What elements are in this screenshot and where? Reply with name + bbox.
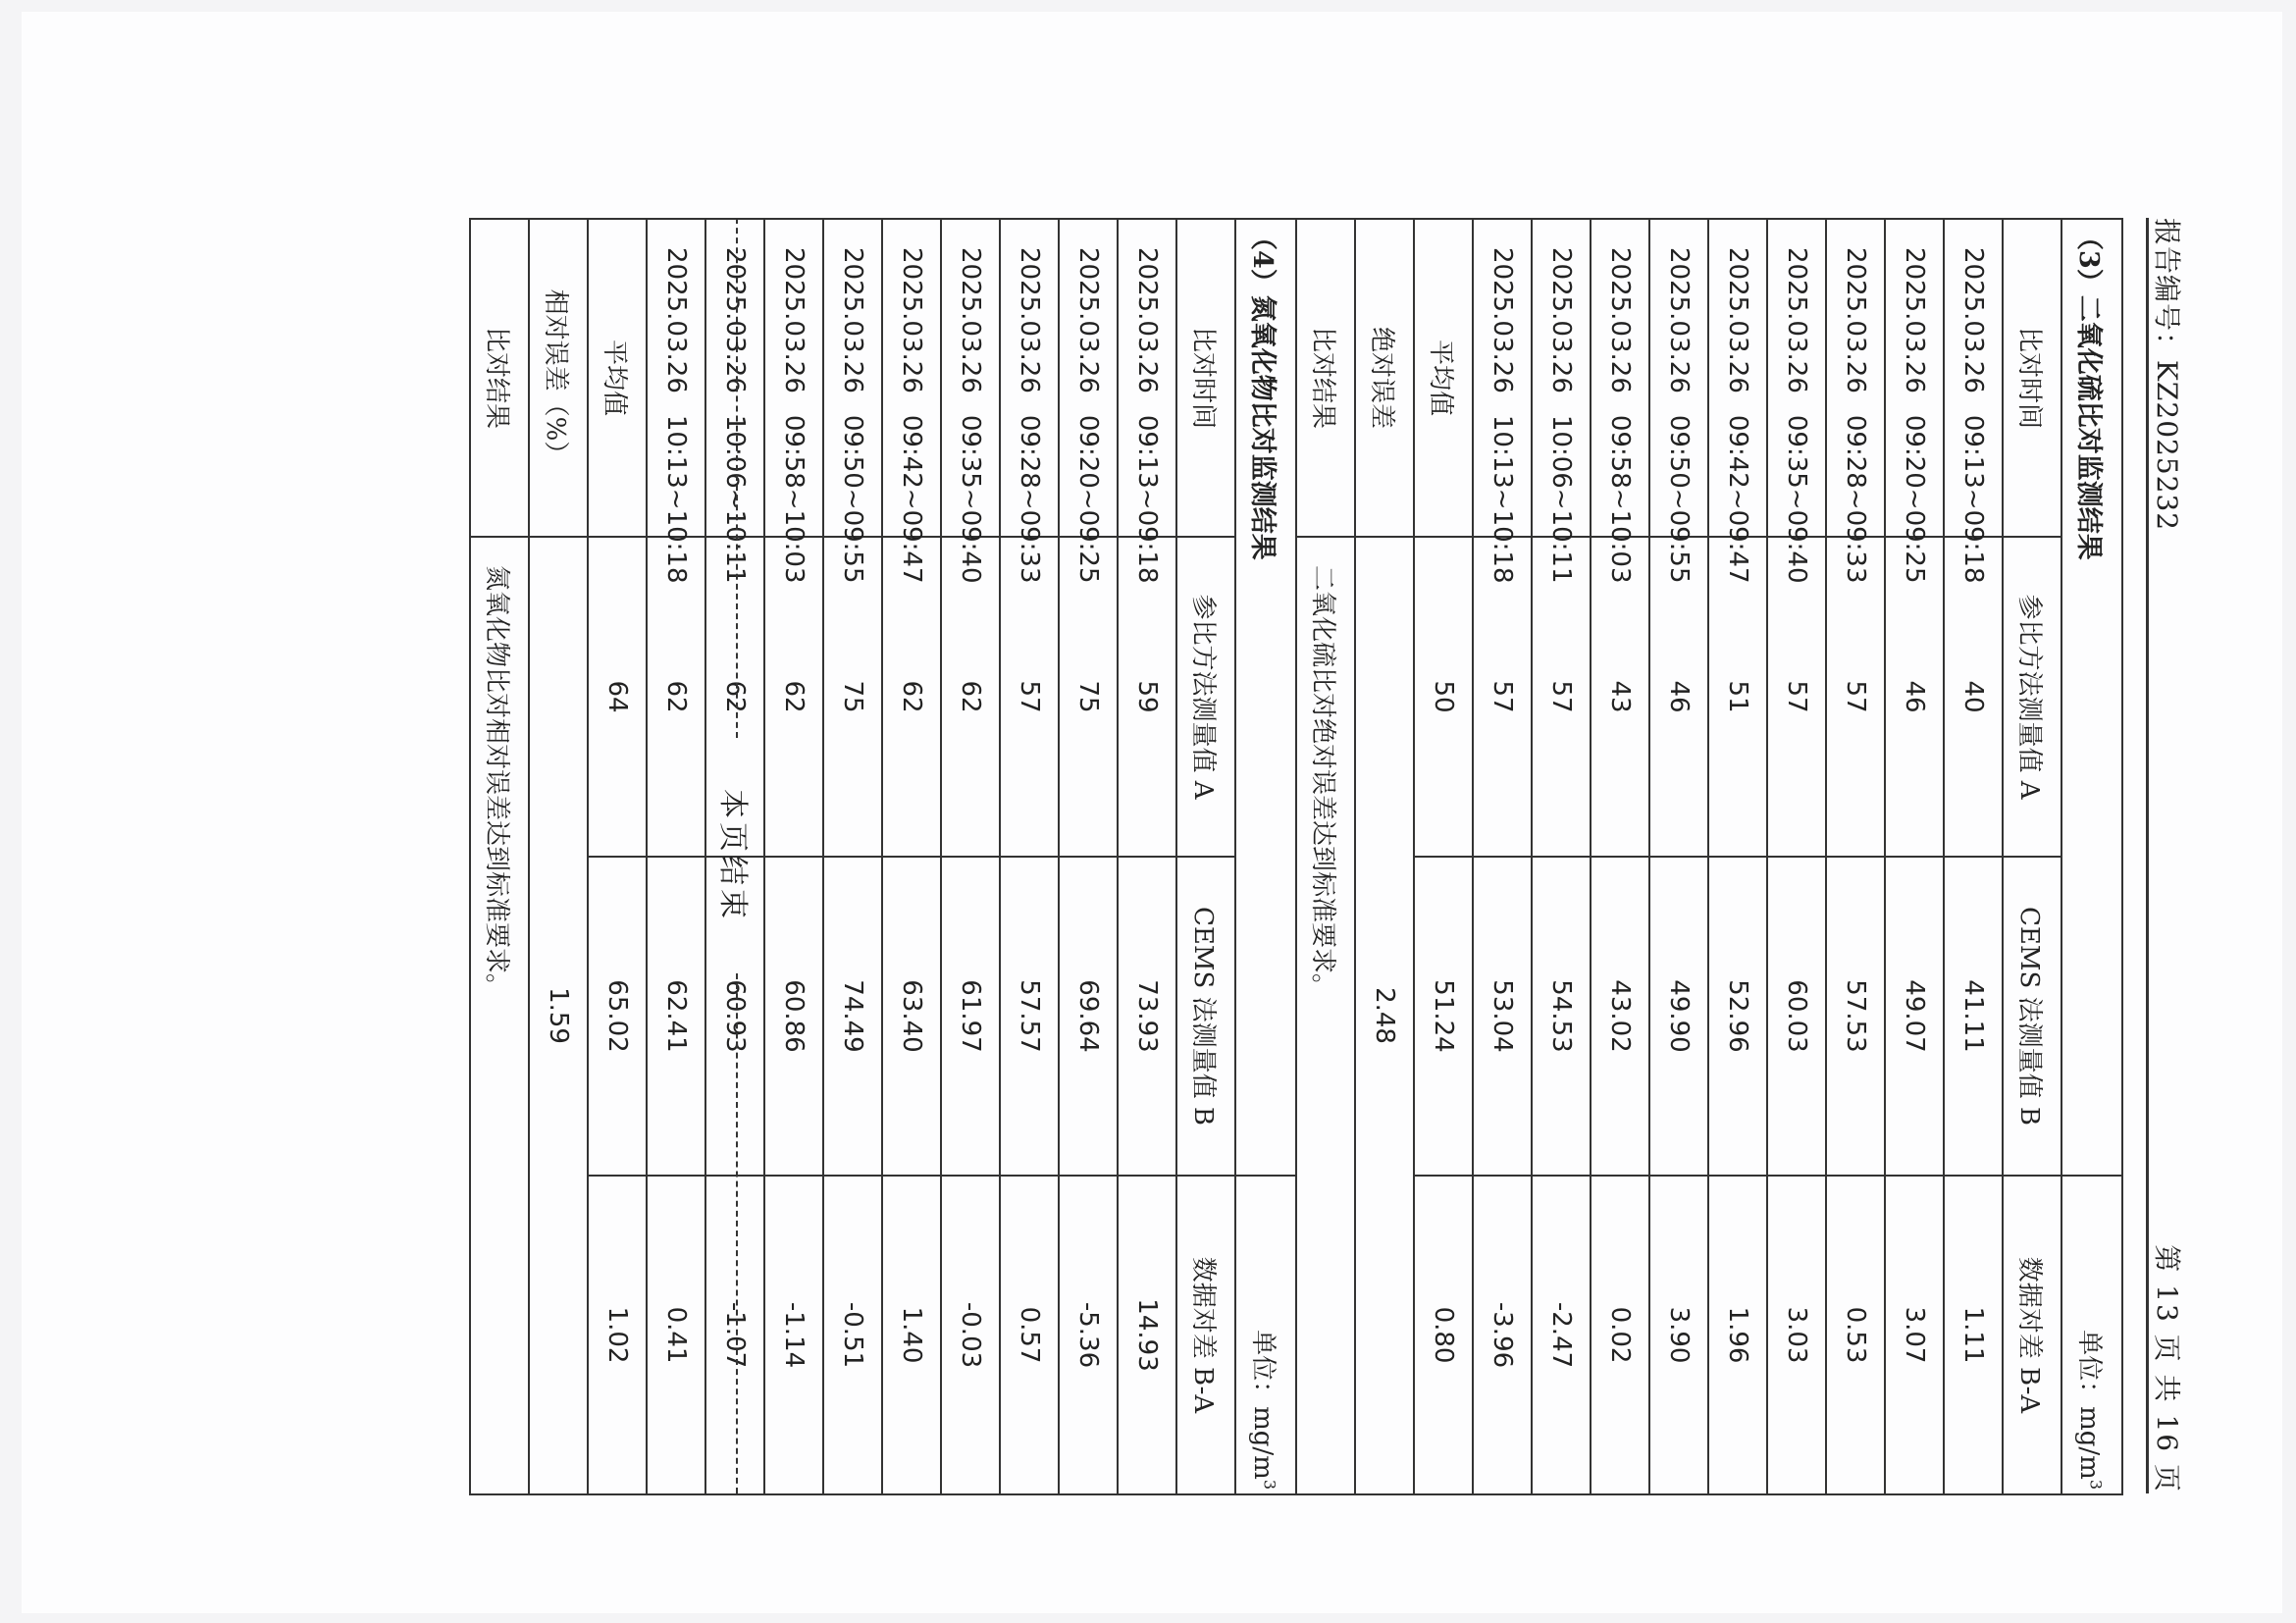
- cems-value-b: 73.93: [1118, 857, 1176, 1176]
- nox-section-title: （4）氮氧化物比对监测结果: [1235, 219, 1296, 1176]
- table-row: [1885, 219, 1944, 1494]
- reference-value-a: 62: [882, 537, 941, 857]
- date-text: 2025.03.26: [1841, 247, 1870, 393]
- time-range-text: 09:13~09:18: [1958, 414, 1988, 584]
- difference-b-a: -0.03: [941, 1176, 1000, 1494]
- difference-b-a: 0.57: [1000, 1176, 1059, 1494]
- difference-b-a: 1.11: [1944, 1176, 2003, 1494]
- column-header: 参比方法测量值 A: [2003, 537, 2061, 857]
- difference-b-a: 3.03: [1767, 1176, 1826, 1494]
- reference-value-a: 43: [1591, 537, 1649, 857]
- page-end-marker: [715, 218, 757, 1493]
- table-row: [1591, 219, 1649, 1494]
- difference-b-a: -0.51: [823, 1176, 882, 1494]
- reference-value-a: 75: [1059, 537, 1118, 857]
- result-text: 二氧化硫比对绝对误差达到标准要求。: [1296, 537, 1355, 1494]
- error-value: 2.48: [1355, 537, 1414, 1494]
- difference-b-a: 3.07: [1885, 1176, 1944, 1494]
- comparison-time: [647, 219, 705, 584]
- time-range-text: 09:28~09:33: [1841, 414, 1870, 584]
- reference-value-a: 57: [1767, 537, 1826, 857]
- comparison-time: [1885, 219, 1944, 584]
- date-text: 2025.03.26: [1782, 247, 1811, 393]
- nox-average-row: [588, 219, 647, 1494]
- comparison-time: [1944, 219, 2003, 584]
- reference-value-a: 46: [1649, 537, 1708, 857]
- comparison-time: [1591, 219, 1649, 584]
- average-difference: 1.02: [588, 1176, 647, 1494]
- nox-header-row: [1176, 219, 1235, 1494]
- comparison-time: [823, 219, 882, 584]
- table-row: [1767, 219, 1826, 1494]
- date-text: 2025.03.26: [1958, 247, 1988, 393]
- table-row: [1000, 219, 1059, 1494]
- cems-value-b: 54.53: [1532, 857, 1591, 1176]
- result-text: 氮氧化物比对相对误差达到标准要求。: [470, 537, 529, 1494]
- unit-text: 单位：mg/m: [1248, 1330, 1278, 1480]
- comparison-time: [1826, 219, 1885, 584]
- difference-b-a: -2.47: [1532, 1176, 1591, 1494]
- difference-b-a: 1.40: [882, 1176, 941, 1494]
- so2-title-row: [2061, 219, 2122, 1494]
- cems-value-b: 61.97: [941, 857, 1000, 1176]
- reference-value-a: 62: [705, 537, 764, 857]
- column-header: CEMS 法测量值 B: [1176, 857, 1235, 1176]
- table-row: [1708, 219, 1767, 1494]
- table-row: [1059, 219, 1118, 1494]
- cems-value-b: 57.53: [1826, 857, 1885, 1176]
- cems-value-b: 57.57: [1000, 857, 1059, 1176]
- comparison-time: [1118, 219, 1176, 584]
- table-row: [647, 219, 705, 1494]
- difference-b-a: -5.36: [1059, 1176, 1118, 1494]
- page-end-label: 本页结束: [715, 789, 750, 922]
- date-text: 2025.03.26: [1132, 247, 1162, 393]
- time-range-text: 10:13~10:18: [1487, 414, 1517, 584]
- cems-value-b: 74.49: [823, 857, 882, 1176]
- reference-value-a: 57: [1000, 537, 1059, 857]
- time-range-text: 09:20~09:25: [1073, 414, 1103, 584]
- cems-value-b: 41.11: [1944, 857, 2003, 1176]
- difference-b-a: 3.90: [1649, 1176, 1708, 1494]
- time-range-text: 09:58~10:03: [1605, 414, 1635, 584]
- date-text: 2025.03.26: [1900, 247, 1929, 393]
- reference-value-a: 62: [941, 537, 1000, 857]
- date-text: 2025.03.26: [1723, 247, 1752, 393]
- time-range-text: 09:58~10:03: [779, 414, 809, 584]
- cems-value-b: 69.64: [1059, 857, 1118, 1176]
- so2-result-row: [1296, 219, 1355, 1494]
- page-number: 第 13 页 共 16 页: [2151, 1244, 2183, 1493]
- table-row: [1649, 219, 1708, 1494]
- comparison-time: [941, 219, 1000, 584]
- reference-value-a: 57: [1473, 537, 1532, 857]
- date-text: 2025.03.26: [1073, 247, 1103, 393]
- table-row: [1473, 219, 1532, 1494]
- date-text: 2025.03.26: [838, 247, 867, 393]
- average-b: 65.02: [588, 857, 647, 1176]
- cems-value-b: 60.86: [764, 857, 823, 1176]
- date-text: 2025.03.26: [1664, 247, 1694, 393]
- table-row: [941, 219, 1000, 1494]
- cems-value-b: 63.40: [882, 857, 941, 1176]
- difference-b-a: 14.93: [1118, 1176, 1176, 1494]
- comparison-time: [1767, 219, 1826, 584]
- cems-value-b: 49.90: [1649, 857, 1708, 1176]
- date-text: 2025.03.26: [1487, 247, 1517, 393]
- unit-superscript: 3: [1261, 1479, 1280, 1491]
- time-range-text: 09:20~09:25: [1900, 414, 1929, 584]
- comparison-time: [1532, 219, 1591, 584]
- average-label: 平均值: [588, 219, 647, 537]
- nox-error-row: [529, 219, 588, 1494]
- difference-b-a: -3.96: [1473, 1176, 1532, 1494]
- time-range-text: 09:42~09:47: [1723, 414, 1752, 584]
- column-header: 参比方法测量值 A: [1176, 537, 1235, 857]
- comparison-time: [1649, 219, 1708, 584]
- reference-value-a: 46: [1885, 537, 1944, 857]
- reference-value-a: 40: [1944, 537, 2003, 857]
- end-dash-right: [736, 973, 738, 1493]
- cems-value-b: 62.41: [647, 857, 705, 1176]
- comparison-time: [1708, 219, 1767, 584]
- reference-value-a: 62: [647, 537, 705, 857]
- difference-b-a: -1.14: [764, 1176, 823, 1494]
- report-number: 报告编号：KZ2025232: [2151, 218, 2183, 532]
- reference-value-a: 51: [1708, 537, 1767, 857]
- so2-header-row: [2003, 219, 2061, 1494]
- column-header: 比对时间: [2003, 219, 2061, 537]
- date-text: 2025.03.26: [1546, 247, 1576, 393]
- nox-title-row: [1235, 219, 1296, 1494]
- difference-b-a: 0.53: [1826, 1176, 1885, 1494]
- column-header: 数据对差 B-A: [1176, 1176, 1235, 1494]
- page-header: [2146, 218, 2190, 1493]
- so2-error-row: [1355, 219, 1414, 1494]
- comparison-time: [1059, 219, 1118, 584]
- time-range-text: 09:13~09:18: [1132, 414, 1162, 584]
- average-b: 51.24: [1414, 857, 1473, 1176]
- table-row: [882, 219, 941, 1494]
- unit-superscript: 3: [2087, 1479, 2107, 1491]
- comparison-time: [1473, 219, 1532, 584]
- column-header: 比对时间: [1176, 219, 1235, 537]
- date-text: 2025.03.26: [720, 247, 750, 393]
- reference-value-a: 75: [823, 537, 882, 857]
- column-header: 数据对差 B-A: [2003, 1176, 2061, 1494]
- cems-value-b: 49.07: [1885, 857, 1944, 1176]
- table-row: [823, 219, 882, 1494]
- reference-value-a: 57: [1532, 537, 1591, 857]
- comparison-time: [1000, 219, 1059, 584]
- cems-value-b: 52.96: [1708, 857, 1767, 1176]
- date-text: 2025.03.26: [661, 247, 691, 393]
- so2-average-row: [1414, 219, 1473, 1494]
- reference-value-a: 62: [764, 537, 823, 857]
- reference-value-a: 59: [1118, 537, 1176, 857]
- average-a: 64: [588, 537, 647, 857]
- cems-value-b: 60.93: [705, 857, 764, 1176]
- table-row: [1944, 219, 2003, 1494]
- error-label: 相对误差（%）: [529, 219, 588, 537]
- time-range-text: 09:35~09:40: [956, 414, 985, 584]
- document-page: [22, 12, 2282, 1613]
- time-range-text: 10:06~10:11: [1546, 414, 1576, 584]
- table-row: [764, 219, 823, 1494]
- date-text: 2025.03.26: [956, 247, 985, 393]
- so2-section-title: （3）二氧化硫比对监测结果: [2061, 219, 2122, 1176]
- error-label: 绝对误差: [1355, 219, 1414, 537]
- comparison-time: [882, 219, 941, 584]
- time-range-text: 09:50~09:55: [838, 414, 867, 584]
- cems-value-b: 60.03: [1767, 857, 1826, 1176]
- table-row: [1826, 219, 1885, 1494]
- comparison-time: [764, 219, 823, 584]
- difference-b-a: 0.02: [1591, 1176, 1649, 1494]
- table-row: [1532, 219, 1591, 1494]
- average-difference: 0.80: [1414, 1176, 1473, 1494]
- time-range-text: 09:35~09:40: [1782, 414, 1811, 584]
- difference-b-a: -1.07: [705, 1176, 764, 1494]
- date-text: 2025.03.26: [1605, 247, 1635, 393]
- so2-unit-label: [2061, 1176, 2122, 1494]
- time-range-text: 10:06~10:11: [720, 414, 750, 584]
- result-label: 比对结果: [1296, 219, 1355, 537]
- cems-value-b: 53.04: [1473, 857, 1532, 1176]
- time-range-text: 09:50~09:55: [1664, 414, 1694, 584]
- time-range-text: 10:13~10:18: [661, 414, 691, 584]
- date-text: 2025.03.26: [897, 247, 926, 393]
- difference-b-a: 0.41: [647, 1176, 705, 1494]
- date-text: 2025.03.26: [779, 247, 809, 393]
- nox-result-row: [470, 219, 529, 1494]
- date-text: 2025.03.26: [1015, 247, 1044, 393]
- average-a: 50: [1414, 537, 1473, 857]
- time-range-text: 09:42~09:47: [897, 414, 926, 584]
- cems-value-b: 43.02: [1591, 857, 1649, 1176]
- unit-text: 单位：mg/m: [2074, 1330, 2105, 1480]
- result-label: 比对结果: [470, 219, 529, 537]
- difference-b-a: 1.96: [1708, 1176, 1767, 1494]
- column-header: CEMS 法测量值 B: [2003, 857, 2061, 1176]
- page-content: [375, 218, 2190, 1493]
- average-label: 平均值: [1414, 219, 1473, 537]
- nox-unit-label: [1235, 1176, 1296, 1494]
- reference-value-a: 57: [1826, 537, 1885, 857]
- time-range-text: 09:28~09:33: [1015, 414, 1044, 584]
- table-row: [1118, 219, 1176, 1494]
- error-value: 1.59: [529, 537, 588, 1494]
